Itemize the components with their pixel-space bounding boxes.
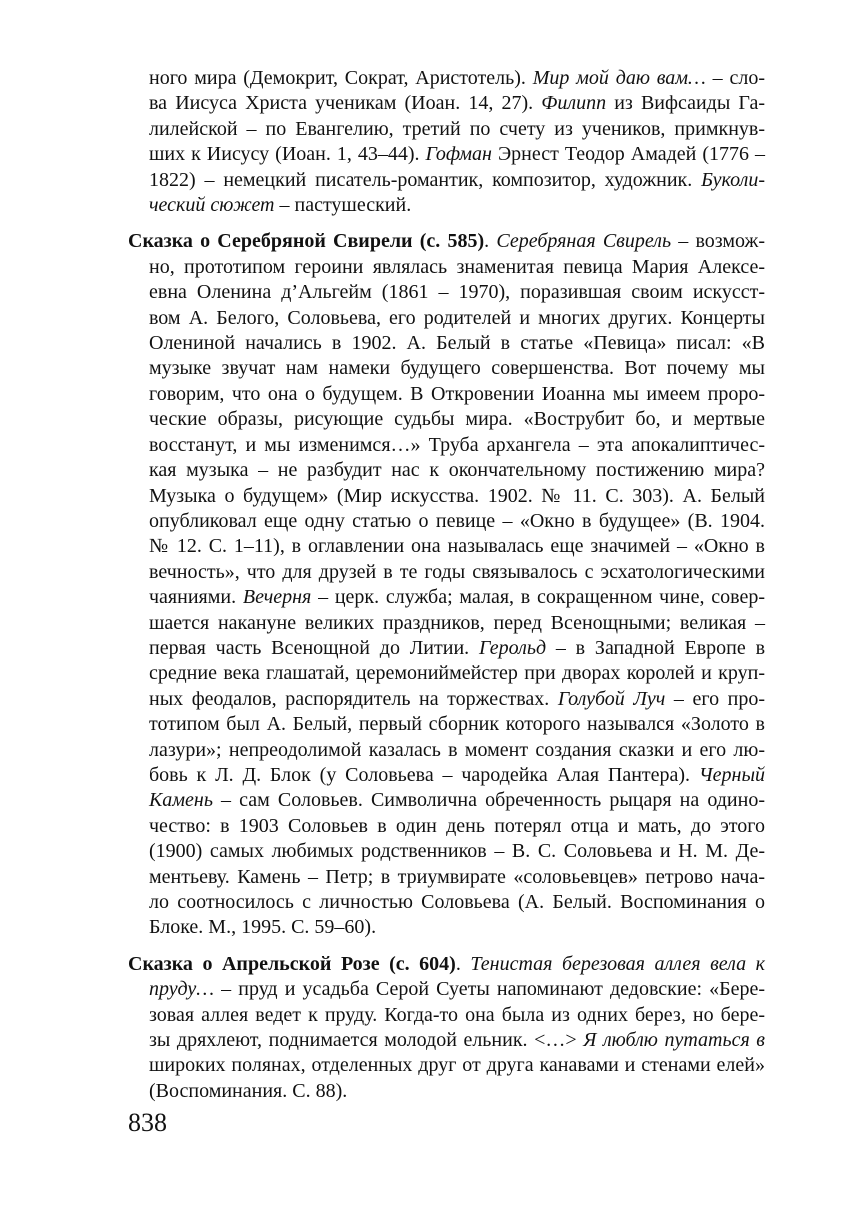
text-run: музыке звучат нам намеки будущего совершенства. Вот почему мы: [149, 357, 765, 380]
text-run: – церк. служба; малая, в сокращенном чине, совер-: [311, 586, 765, 609]
italic-run: Герольд: [478, 636, 547, 659]
page-number: 838: [128, 1108, 167, 1137]
text-run: тотипом был А. Белый, первый сборник которого назывался «Золото в: [149, 713, 765, 736]
text-run: – пастушеский.: [274, 194, 412, 217]
text-run: широких полянах, отделенных друг от друга канавами и стенами елей»: [149, 1054, 765, 1077]
text-run: № 12. С. 1–11), в оглавлении она называлась еще значимей – «Окно в: [149, 535, 765, 558]
text-run: 1822) – немецкий писатель-романтик, композитор, художник.: [149, 168, 702, 191]
text-line: [128, 977, 765, 1002]
text-run: – пруд и усадьба Серой Суеты напоминают дедовские: «Бере-: [214, 978, 765, 1001]
text-line: [128, 1079, 765, 1104]
text-line: [128, 117, 765, 142]
text-run: зы дряхлеют, поднимается молодой ельник. <…>: [149, 1029, 584, 1052]
text-run: первая часть Всенощной до Литии.: [149, 636, 479, 659]
italic-run: Голубой Луч: [557, 687, 666, 710]
italic-run: Камень: [149, 789, 213, 812]
text-line: [128, 952, 765, 977]
text-line: [128, 560, 765, 585]
text-line: [128, 890, 765, 915]
text-run: зовая аллея ведет к пруду. Когда-то она была из одних берез, но бере-: [149, 1003, 765, 1026]
italic-run: Черный: [698, 763, 765, 786]
text-line: [128, 1028, 765, 1053]
text-line: [128, 407, 765, 432]
text-line: [128, 91, 765, 116]
text-run: шается накануне великих праздников, перед Всенощными; великая –: [149, 611, 765, 634]
text-run: Блоке. М., 1995. С. 59–60).: [149, 916, 377, 939]
text-run: ментьеву. Камень – Петр; в триумвирате «соловьевцев» петрово нача-: [149, 865, 765, 888]
text-line: [128, 382, 765, 407]
text-run: чаяниями.: [149, 586, 243, 609]
text-line: [128, 255, 765, 280]
text-line: [128, 142, 765, 167]
heading-run: Сказка о Серебряной Свирели (с. 585): [128, 230, 485, 253]
text-line: [128, 839, 765, 864]
text-run: – сло-: [705, 67, 765, 89]
italic-run: ческий сюжет: [149, 194, 275, 217]
paragraph: [128, 66, 765, 218]
italic-run: Буколи-: [701, 168, 765, 191]
text-line: [128, 687, 765, 712]
text-line: [128, 356, 765, 381]
text-run: – в Западной Европе в: [546, 636, 766, 659]
text-line: [128, 66, 765, 91]
text-run: средние века глашатай, церемониймейстер при дворах королей и круп-: [149, 662, 765, 685]
page-body: [128, 66, 765, 1104]
text-run: кая музыка – не разбудит нас к окончательному постижению мира?: [149, 459, 765, 482]
heading-run: Сказка о Апрельской Розе (с. 604): [128, 952, 456, 975]
italic-run: Я люблю путаться в: [583, 1029, 765, 1052]
text-line: [128, 509, 765, 534]
text-line: [128, 611, 765, 636]
text-run: (1900) самых любимых родственников – В. С. Соловьева и Н. М. Де-: [149, 840, 765, 863]
text-line: [128, 763, 765, 788]
text-run: Музыка о будущем» (Мир искусства. 1902. № 11. С. 303). А. Белый: [149, 484, 765, 507]
text-run: бовь к Л. Д. Блок (у Соловьева – чародейка Алая Пантера).: [149, 763, 699, 786]
italic-run: Филипп: [541, 92, 607, 115]
text-run: .: [484, 230, 497, 253]
text-line: [128, 738, 765, 763]
text-run: Эрнест Теодор Амадей (1776 –: [491, 143, 765, 166]
text-line: [128, 331, 765, 356]
text-line: [128, 168, 765, 193]
text-run: говорим, что она о будущем. В Откровении Иоанна мы имеем проро-: [149, 382, 765, 405]
italic-run: пруду…: [149, 978, 215, 1001]
text-run: – сам Соловьев. Символична обреченность рыцаря на одино-: [212, 789, 765, 812]
text-run: вечность», что для друзей в те годы связывалось с эсхатологическими: [149, 560, 765, 583]
text-run: евна Оленина д’Альгейм (1861 – 1970), поразившая своим искусст-: [149, 281, 765, 304]
text-line: [128, 585, 765, 610]
text-run: Олениной начались в 1902. А. Белый в статье «Певица» писал: «В: [149, 332, 765, 355]
text-run: ва Иисуса Христа ученикам (Иоан. 14, 27).: [149, 92, 542, 115]
text-line: [128, 306, 765, 331]
text-line: [128, 712, 765, 737]
text-run: – возмож-: [671, 230, 766, 253]
text-line: [128, 865, 765, 890]
text-run: ческие образы, рисующие судьбы мира. «Вострубит бо, и мертвые: [149, 408, 765, 431]
text-run: опубликовал еще одну статью о певице – «Окно в будущее» (В. 1904.: [149, 509, 765, 532]
text-line: [128, 534, 765, 559]
text-line: [128, 636, 765, 661]
italic-run: Вечерня: [242, 586, 312, 609]
text-run: .: [455, 952, 471, 975]
italic-run: Серебряная Свирель: [496, 230, 672, 253]
text-line: [128, 1003, 765, 1028]
text-line: [128, 661, 765, 686]
text-line: [128, 458, 765, 483]
text-line: [128, 193, 765, 218]
text-line: [128, 1053, 765, 1078]
text-run: но, прототипом героини являлась знаменитая певица Мария Алексе-: [149, 255, 765, 278]
text-line: [128, 814, 765, 839]
paragraph: [128, 229, 765, 940]
text-run: (Воспоминания. С. 88).: [149, 1079, 348, 1102]
text-run: вом А. Белого, Соловьева, его родителей и многих других. Концерты: [149, 306, 765, 329]
text-line: [128, 433, 765, 458]
text-run: ного мира (Демокрит, Сократ, Аристотель).: [149, 67, 533, 89]
text-line: [128, 484, 765, 509]
text-run: чество: в 1903 Соловьев в один день потерял отца и мать, до этого: [149, 814, 765, 837]
italic-run: Гофман: [425, 143, 492, 166]
text-run: ло соотносилось с личностью Соловьева (А. Белый. Воспоминания о: [149, 891, 765, 913]
text-line: [128, 229, 765, 254]
text-line: [128, 788, 765, 813]
text-run: восстанут, и мы изменимся…» Труба архангела – эта апокалиптичес-: [149, 433, 765, 456]
text-run: лазури»; непреодолимой казалась в момент создания сказки и его лю-: [149, 738, 765, 761]
text-run: из Вифсаиды Га-: [606, 92, 765, 115]
text-run: – его про-: [665, 687, 766, 710]
text-run: ных феодалов, распорядитель на торжествах.: [149, 687, 558, 710]
text-line: [128, 915, 765, 940]
italic-run: Тенистая березовая аллея вела к: [470, 952, 766, 975]
text-run: лилейской – по Евангелию, третий по счету из учеников, примкнув-: [149, 117, 765, 140]
text-line: [128, 280, 765, 305]
paragraph: [128, 952, 765, 1104]
italic-run: Мир мой даю вам…: [532, 67, 706, 89]
text-run: ших к Иисусу (Иоан. 1, 43–44).: [149, 143, 426, 166]
